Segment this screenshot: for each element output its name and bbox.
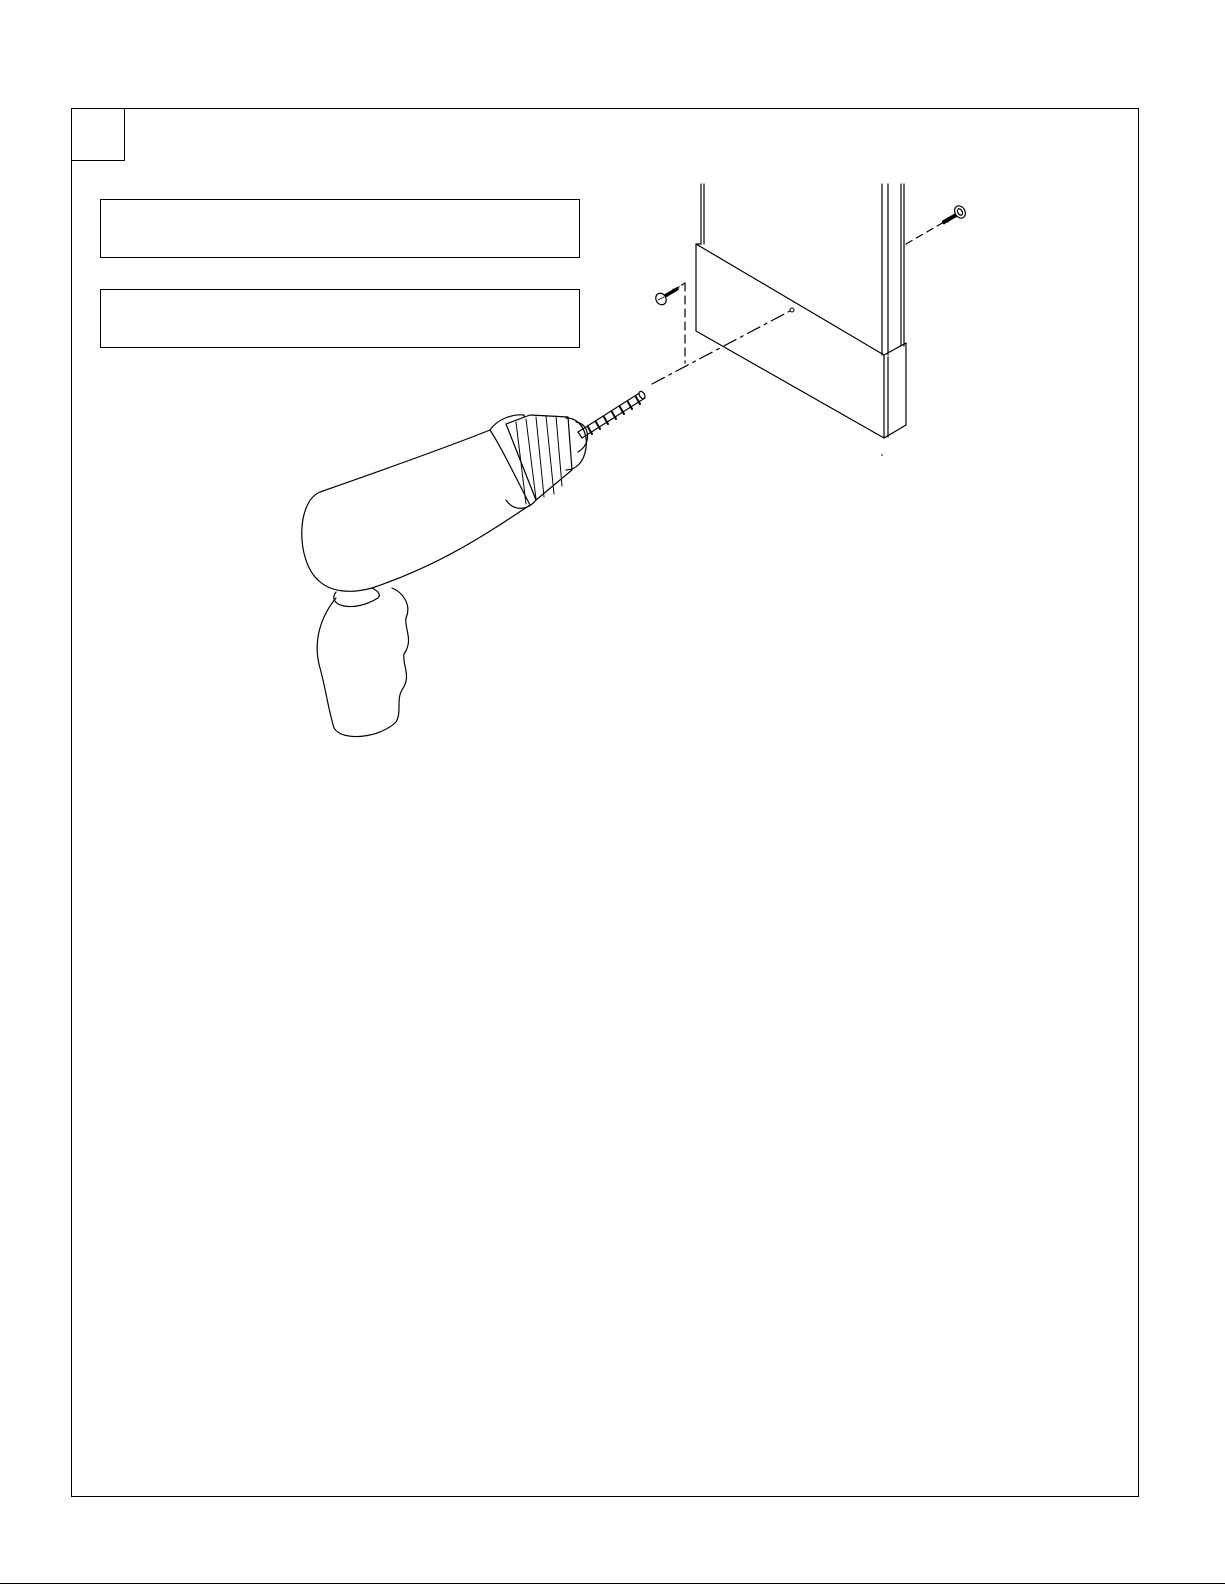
- page-bottom-rule: [0, 1583, 1225, 1584]
- step-number-box: [71, 108, 125, 161]
- instruction-box-1: [100, 199, 580, 258]
- instruction-box-2: [100, 289, 580, 348]
